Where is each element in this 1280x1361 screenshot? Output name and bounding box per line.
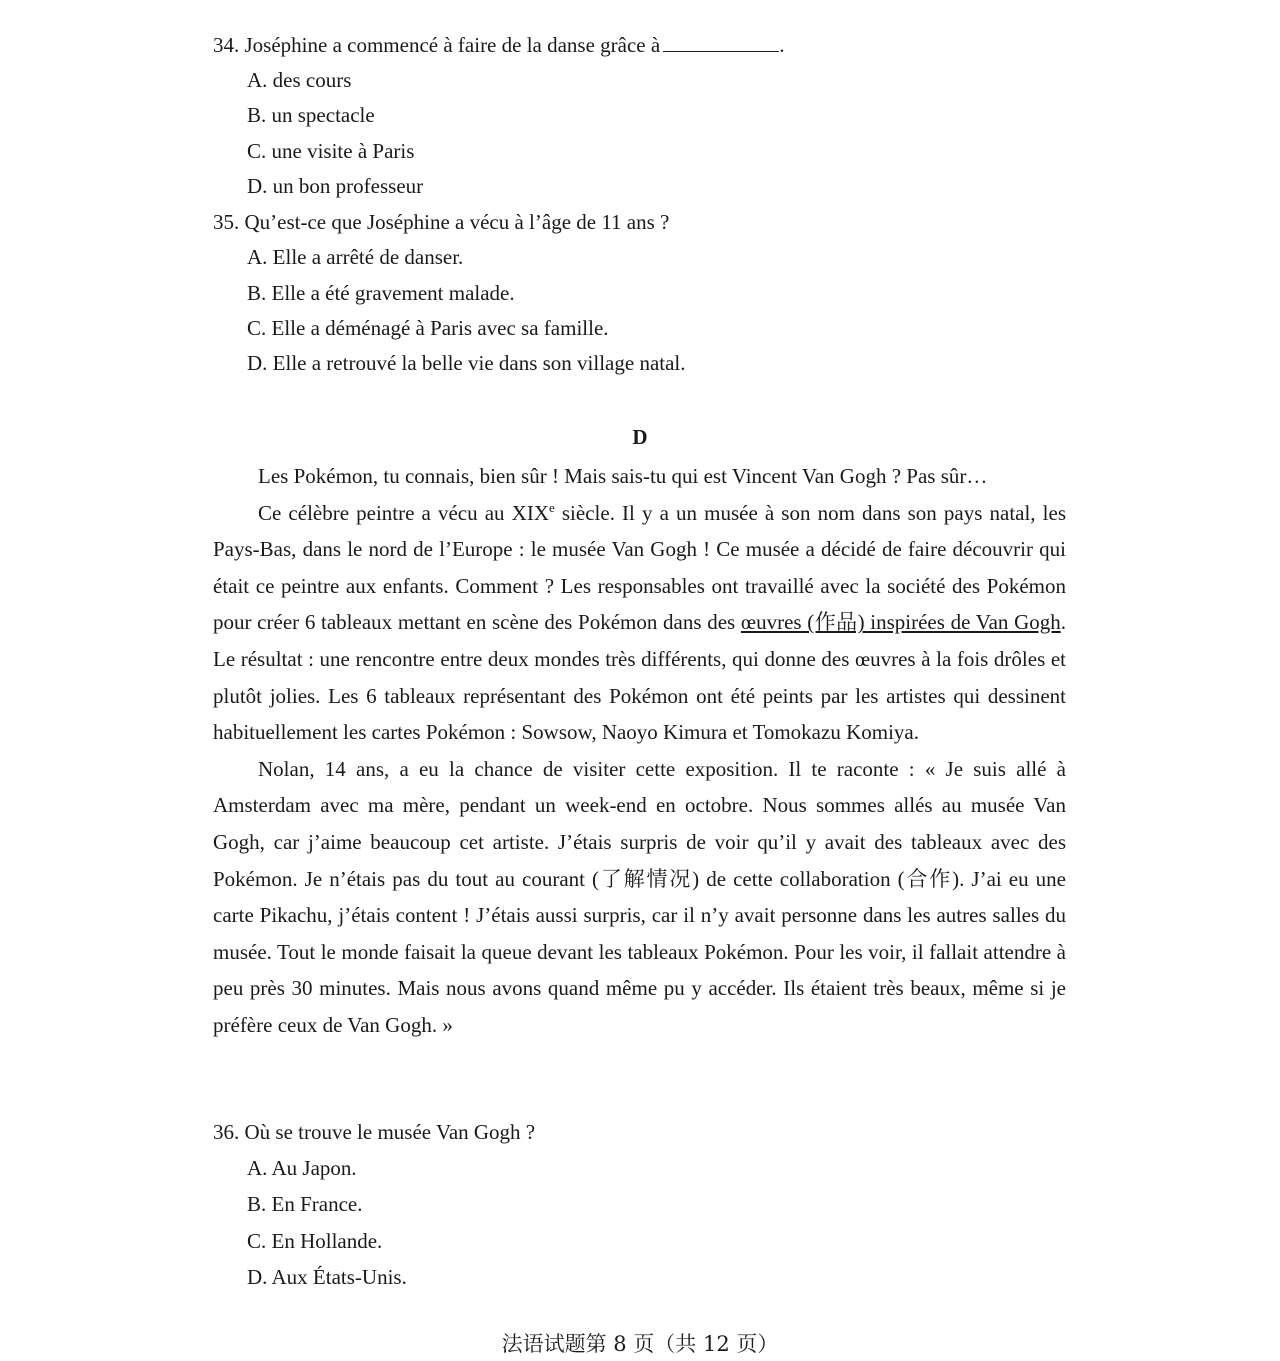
question-34-text: 34. Joséphine a commencé à faire de la danse grâce à — [213, 33, 661, 57]
question-34-option-c: C. une visite à Paris — [247, 139, 415, 163]
question-35-stem: 35. Qu’est-ce que Joséphine a vécu à l’âge de 11 ans ? — [213, 210, 670, 234]
question-35-option-d: D. Elle a retrouvé la belle vie dans son village natal. — [247, 351, 686, 375]
question-34-end: . — [779, 33, 785, 57]
reading-passage — [213, 458, 1066, 1044]
question-36-option-a: A. Au Japon. — [247, 1156, 357, 1180]
question-36-option-b: B. En France. — [247, 1192, 363, 1216]
answer-blank — [663, 31, 779, 52]
question-36-option-d: D. Aux États-Unis. — [247, 1265, 407, 1289]
paragraph-2-part-c: . Le résultat : une rencontre entre deux mondes très différents, qui donne des œuvres à la fois drôles et plutôt jolies. Les 6 tableaux représentant des Pokémon ont été peints par les artistes qui dessinent habituellement les cartes Pokémon : Sowsow, Naoyo Kimura et Tomokazu Komiya. — [213, 610, 1066, 745]
underlined-phrase: œuvres (作品) inspirées de Van Gogh — [740, 610, 1061, 635]
question-34-option-b: B. un spectacle — [247, 103, 375, 127]
passage-paragraph-1: Les Pokémon, tu connais, bien sûr ! Mais sais-tu qui est Vincent Van Gogh ? Pas sûr… — [258, 464, 988, 488]
question-34-stem — [213, 31, 784, 59]
section-title: D — [632, 425, 648, 449]
question-35-option-c: C. Elle a déménagé à Paris avec sa famille. — [247, 316, 609, 340]
paragraph-2-part-a: Ce célèbre peintre a vécu au XIX — [258, 500, 549, 525]
paragraph-2-part-b: siècle. Il y a un musée à son nom dans son pays natal, les Pays-Bas, dans le nord de l’Europe : le musée Van Gogh ! Ce musée a décidé de faire découvrir qui était ce peintre aux enfants. Comment ? Les responsables ont travaillé avec la société des Pokémon pour créer 6 tableaux mettant en scène des Pokémon dans des — [213, 500, 1066, 635]
question-35-option-a: A. Elle a arrêté de danser. — [247, 245, 464, 269]
question-35-option-b: B. Elle a été gravement malade. — [247, 281, 515, 305]
question-34-option-a: A. des cours — [247, 68, 352, 92]
passage-paragraph-3: Nolan, 14 ans, a eu la chance de visiter cette exposition. Il te raconte : « Je suis allé à Amsterdam avec ma mère, pendant un week-end en octobre. Nous sommes allés au musée Van Gogh, car j’aime beaucoup cet artiste. J’étais surpris de voir qu’il y avait des tableaux avec des Pokémon. Je n’étais pas du tout au courant (了解情况) de cette collaboration (合作). J’ai eu une carte Pikachu, j’étais content ! J’étais aussi surpris, car il n’y avait personne dans les autres salles du musée. Tout le monde faisait la queue devant les tableaux Pokémon. Pour les voir, il fallait attendre à peu près 30 minutes. Mais nous avons quand même pu y accéder. Ils étaient très beaux, même si je préfère ceux de Van Gogh. » — [213, 756, 1066, 1037]
question-36-option-c: C. En Hollande. — [247, 1229, 383, 1253]
page-footer: 法语试题第 8 页（共 12 页） — [501, 1332, 779, 1356]
question-36-stem: 36. Où se trouve le musée Van Gogh ? — [213, 1120, 536, 1144]
question-34-option-d: D. un bon professeur — [247, 174, 424, 198]
passage-paragraph-2 — [213, 495, 1066, 751]
century-superscript: e — [549, 499, 555, 515]
